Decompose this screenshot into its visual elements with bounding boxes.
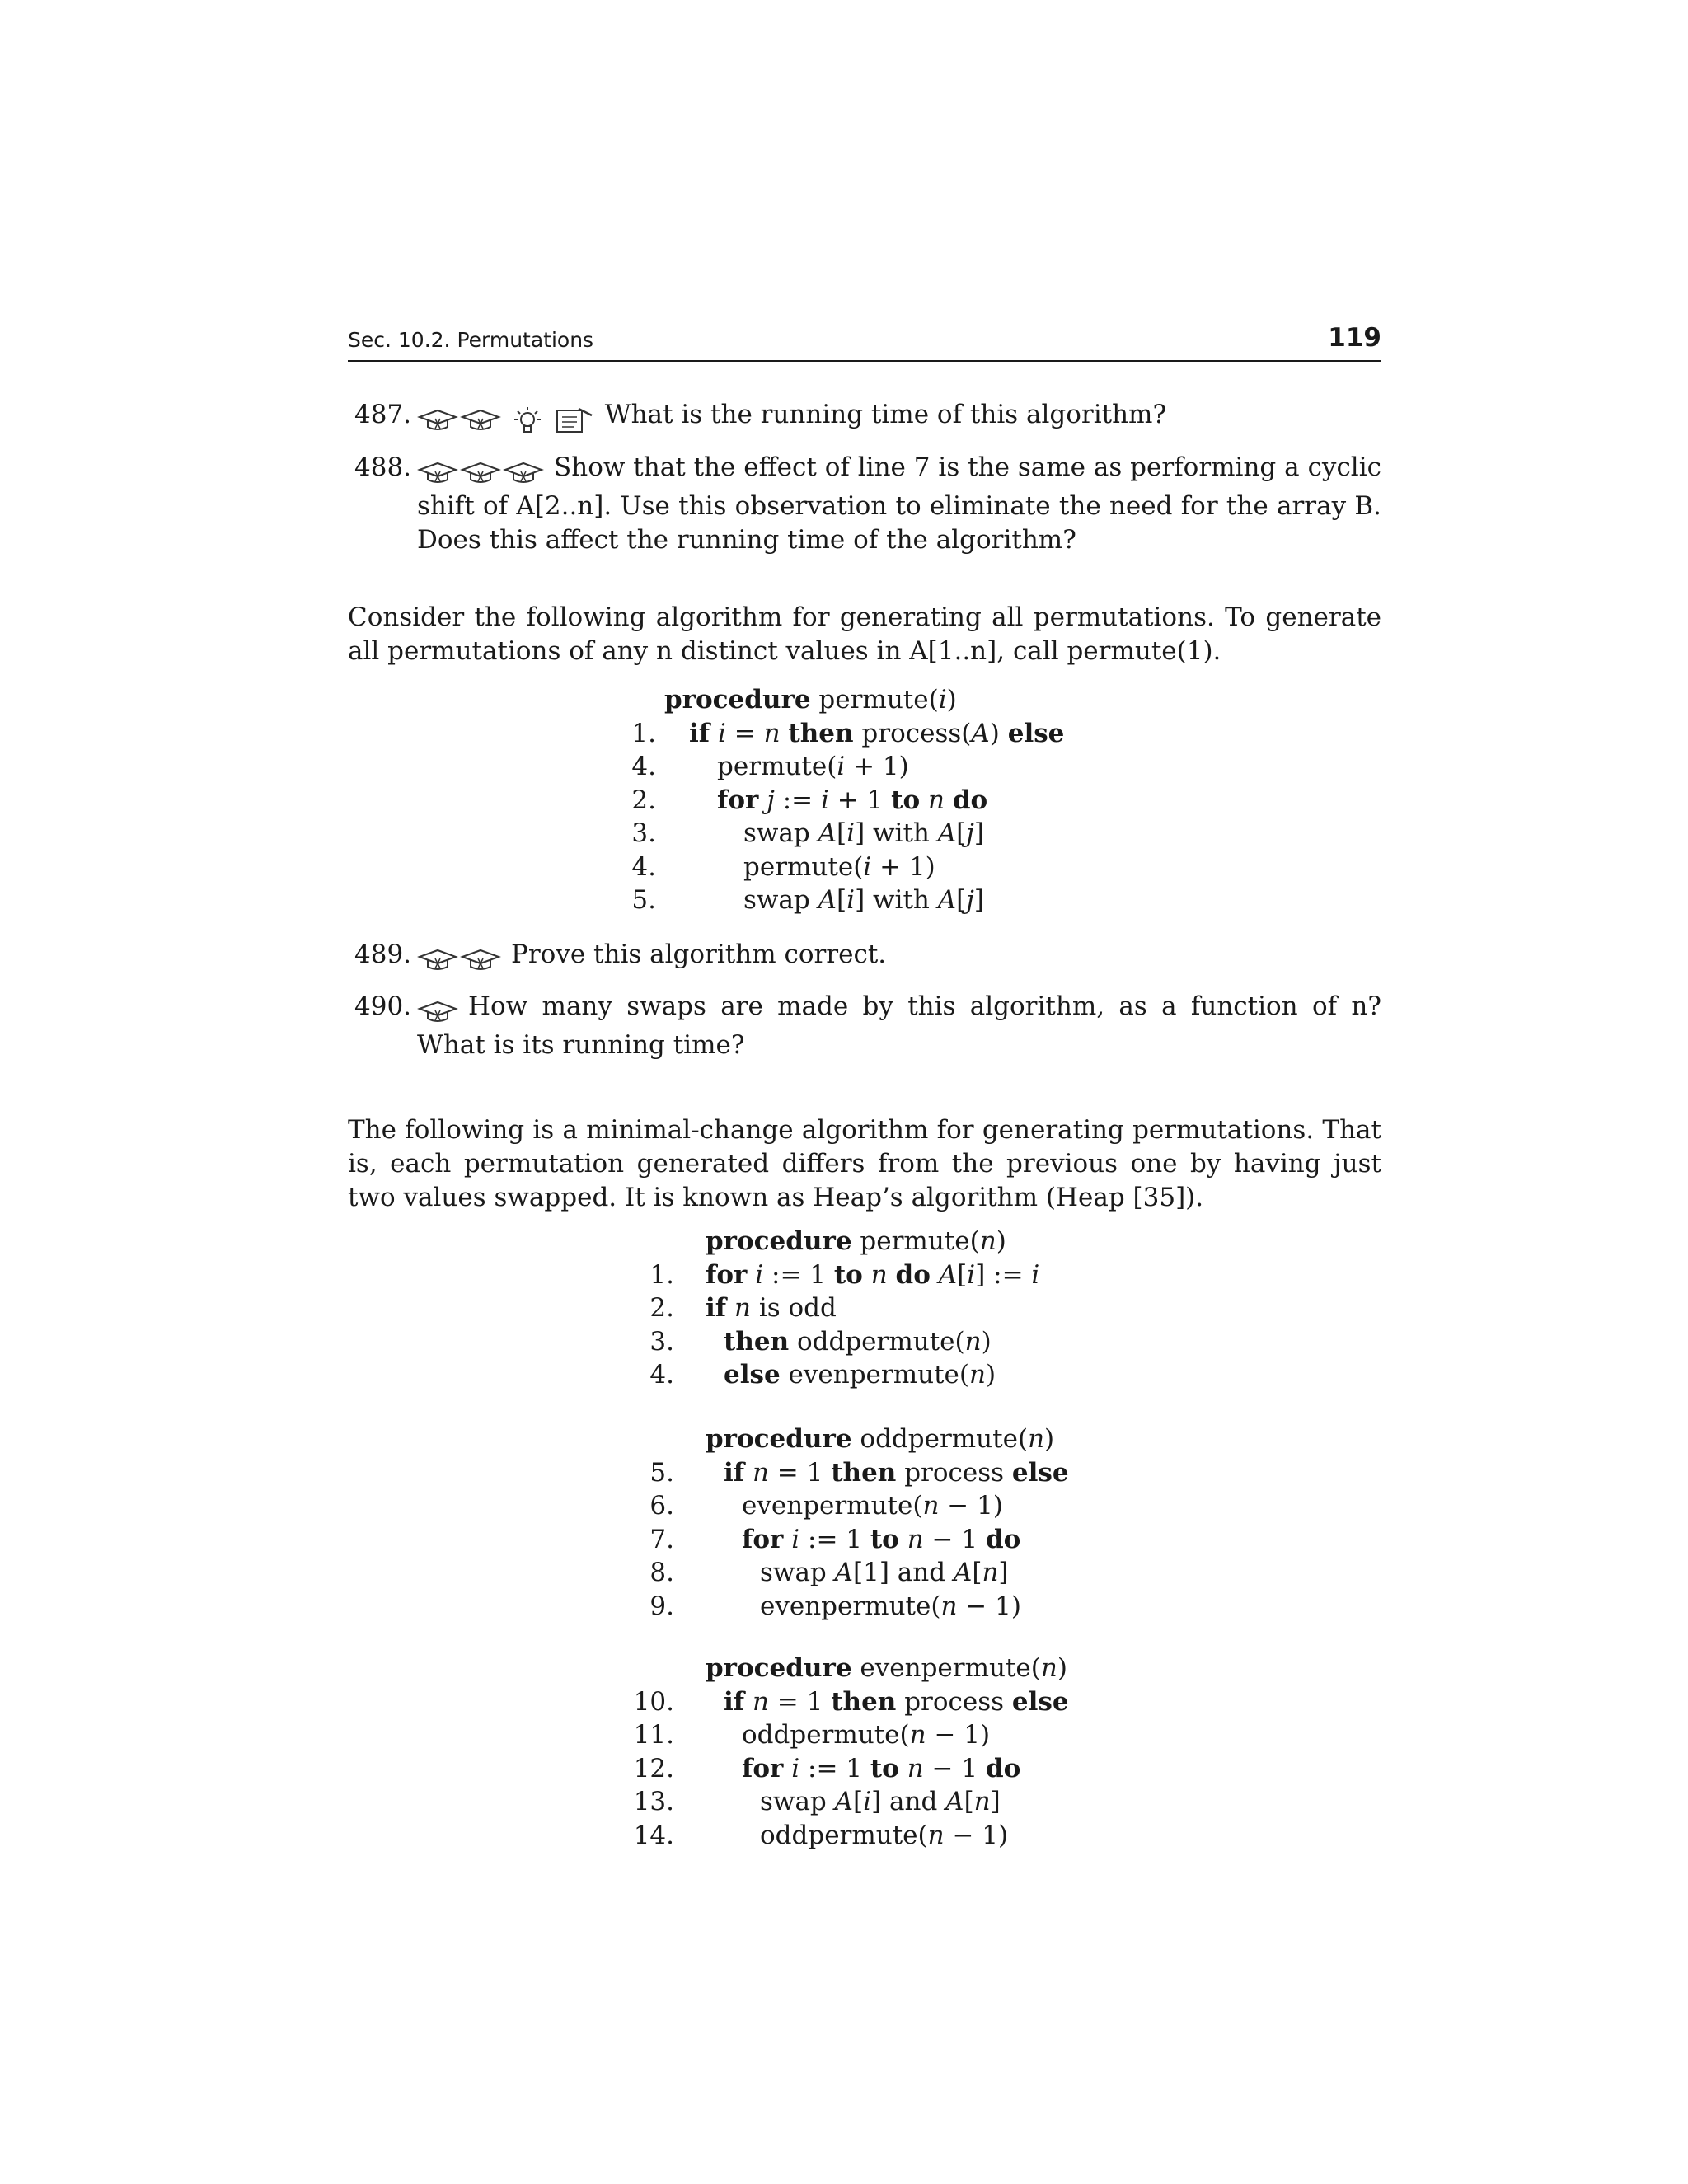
algorithm-permute-i [615, 683, 1064, 917]
exercise-488 [354, 451, 1381, 557]
procedure-header: procedure oddpermute(n) [706, 1424, 1055, 1454]
code-line: permute(i + 1) [743, 851, 935, 882]
code-line: then oddpermute(n) [724, 1326, 992, 1357]
exercise-487 [354, 398, 1381, 438]
algorithm-heap-permute [633, 1225, 1039, 1392]
exercise-text: What is the running time of this algorithm? [604, 400, 1167, 429]
lightbulb-icon [511, 405, 544, 438]
header-rule [348, 360, 1381, 362]
code-line: swap A[i] with A[j] [743, 885, 984, 915]
code-line: swap A[i] and A[n] [760, 1787, 1001, 1816]
difficulty-icons [417, 943, 503, 977]
pseudocode [664, 683, 1064, 917]
code-line: if n is odd [706, 1293, 837, 1323]
code-line: oddpermute(n − 1) [760, 1820, 1009, 1850]
mortarboard-icon [460, 462, 501, 486]
mortarboard-icon [460, 409, 501, 434]
exercise-490 [354, 990, 1381, 1062]
procedure-header: procedure permute(i) [664, 685, 957, 715]
code-line: swap A[i] with A[j] [743, 818, 984, 848]
line-numbers: 1. 4. 2. 3. 4. 5. [631, 718, 656, 915]
pseudocode [706, 1652, 1069, 1852]
exercise-number: 489. [354, 940, 412, 969]
exercise-text: How many swaps are made by this algorithm, as a function of n? What is its running time? [417, 991, 1381, 1060]
line-numbers: 1. 2. 3. 4. [649, 1259, 674, 1390]
procedure-header: procedure evenpermute(n) [706, 1653, 1067, 1683]
mortarboard-icon [417, 1001, 458, 1025]
mortarboard-icon [417, 462, 458, 486]
mortarboard-icon [417, 949, 458, 973]
line-numbers: 10. 11. 12. 13. 14. [633, 1686, 674, 1850]
code-line: if n = 1 then process else [724, 1457, 1069, 1488]
code-line: if i = n then process(A) else [689, 718, 1065, 748]
code-line: permute(i + 1) [717, 752, 909, 781]
procedure-header: procedure permute(n) [706, 1226, 1006, 1256]
difficulty-icons [417, 995, 460, 1029]
mortarboard-icon [503, 462, 544, 486]
code-line: for i := 1 to n do A[i] := i [706, 1259, 1040, 1290]
pseudocode [706, 1422, 1069, 1623]
exercise-text: Prove this algorithm correct. [511, 940, 887, 969]
difficulty-icons [417, 403, 597, 438]
mortarboard-icon [417, 409, 458, 434]
code-line: swap A[1] and A[n] [760, 1558, 1009, 1587]
code-line: oddpermute(n − 1) [742, 1720, 991, 1750]
exercise-number: 487. [354, 400, 412, 429]
paragraph-permute-intro: Consider the following algorithm for generating all permutations. To generate all permutations of any n distinct values in A[1..n], call permute(1). [348, 602, 1381, 666]
paragraph-heap-intro: The following is a minimal-change algorithm for generating permutations. That is, each permutation generated differs from the previous one by having just two values swapped. It is known as Heap’s algorithm (Heap [35]). [348, 1115, 1381, 1212]
exercise-number: 490. [354, 991, 412, 1021]
code-line: for i := 1 to n − 1 do [742, 1753, 1021, 1783]
scroll-icon [554, 405, 595, 437]
code-line: else evenpermute(n) [724, 1360, 996, 1390]
code-line: evenpermute(n − 1) [760, 1591, 1021, 1621]
algorithm-oddpermute [633, 1422, 1069, 1623]
line-numbers: 5. 6. 7. 8. 9. [649, 1457, 674, 1621]
code-line: for j := i + 1 to n do [717, 785, 988, 815]
code-line: evenpermute(n − 1) [742, 1491, 1003, 1521]
code-line: if n = 1 then process else [724, 1686, 1069, 1717]
exercise-text: Show that the effect of line 7 is the same as performing a cyclic shift of A[2..n]. Use this observation to eliminate the need for the array B. Does this affect the running time of the algorithm? [417, 452, 1381, 555]
mortarboard-icon [460, 949, 501, 973]
code-line: for i := 1 to n − 1 do [742, 1524, 1021, 1554]
exercise-489 [354, 938, 1381, 977]
running-header-section: Sec. 10.2. Permutations [348, 328, 594, 352]
pseudocode [706, 1225, 1039, 1392]
difficulty-icons [417, 456, 546, 490]
algorithm-evenpermute [633, 1652, 1069, 1852]
exercise-number: 488. [354, 452, 412, 482]
page-number: 119 [1328, 323, 1381, 353]
